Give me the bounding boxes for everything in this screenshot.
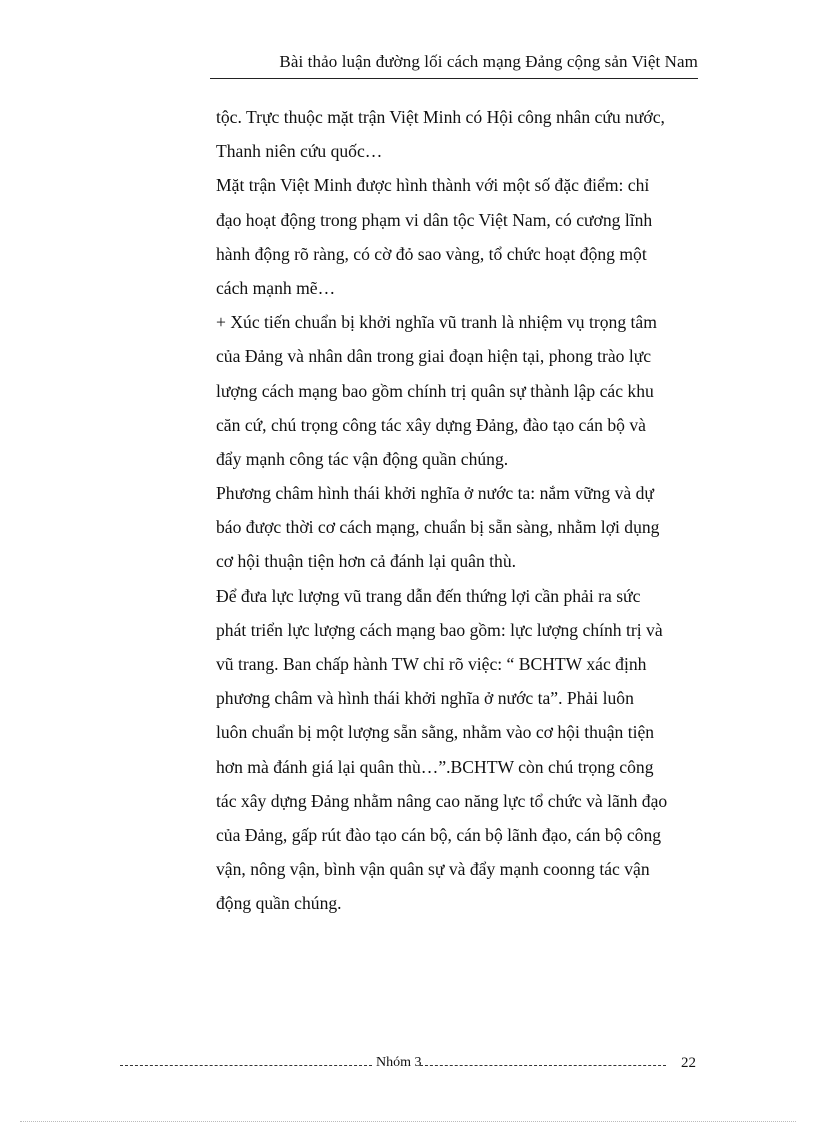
page-number: 22	[681, 1055, 696, 1071]
text-line: phương châm và hình thái khởi nghĩa ở nước ta”. Phải luôn	[216, 688, 634, 709]
text-line: của Đảng, gấp rút đào tạo cán bộ, cán bộ lãnh đạo, cán bộ công	[216, 824, 662, 845]
text-line: Thanh niên cứu quốc…	[216, 141, 383, 162]
text-line: vũ trang. Ban chấp hành TW chỉ rõ việc: “ BCHTW xác định	[216, 654, 647, 674]
text-line: phát triển lực lượng cách mạng bao gồm: lực lượng chính trị và	[216, 619, 663, 640]
text-line: báo được thời cơ cách mạng, chuẩn bị sẵn sàng, nhằm lợi dụng	[216, 517, 660, 538]
text-line: của Đảng và nhân dân trong giai đoạn hiện tại, phong trào lực	[216, 346, 652, 367]
text-line: Phương châm hình thái khởi nghĩa ở nước ta: nắm vững và dự	[216, 483, 654, 504]
text-line: cách mạnh mẽ…	[216, 277, 336, 298]
footer-group-label: Nhóm 3	[376, 1055, 422, 1070]
page-bottom-edge	[20, 1121, 796, 1122]
footer-divider-right	[420, 1065, 666, 1066]
text-line: đẩy mạnh công tác vận động quần chúng.	[216, 448, 509, 469]
text-line: hơn mà đánh giá lại quân thù…”.BCHTW còn chú trọng công	[216, 756, 654, 777]
footer-divider-left	[120, 1065, 372, 1066]
text-line: tộc. Trực thuộc mặt trận Việt Minh có Hội công nhân cứu nước,	[216, 107, 665, 127]
text-line: + Xúc tiến chuẩn bị khởi nghĩa vũ tranh là nhiệm vụ trọng tâm	[216, 312, 657, 333]
body-text	[216, 100, 698, 921]
text-line: Mặt trận Việt Minh được hình thành với một số đặc điểm: chỉ	[216, 175, 650, 196]
text-line: luôn chuẩn bị một lượng sẵn sằng, nhằm vào cơ hội thuận tiện	[216, 722, 655, 743]
text-line: tác xây dựng Đảng nhằm nâng cao năng lực tổ chức và lãnh đạo	[216, 790, 668, 811]
text-line: hành động rõ ràng, có cờ đỏ sao vàng, tổ chức hoạt động một	[216, 243, 647, 264]
text-line: căn cứ, chú trọng công tác xây dựng Đảng, đào tạo cán bộ và	[216, 414, 646, 435]
text-line: đạo hoạt động trong phạm vi dân tộc Việt Nam, có cương lĩnh	[216, 209, 653, 230]
text-line: cơ hội thuận tiện hơn cả đánh lại quân thù.	[216, 551, 517, 572]
text-line: lượng cách mạng bao gồm chính trị quân sự thành lập các khu	[216, 380, 654, 401]
text-line: Để đưa lực lượng vũ trang dẫn đến thứng lợi cần phải ra sức	[216, 585, 641, 606]
page-footer	[120, 1052, 698, 1074]
text-line: vận, nông vận, bình vận quân sự và đẩy mạnh coonng tác vận	[216, 859, 650, 880]
running-header: Bài thảo luận đường lối cách mạng Đảng cộng sản Việt Nam	[210, 50, 698, 79]
text-line: động quần chúng.	[216, 893, 342, 914]
